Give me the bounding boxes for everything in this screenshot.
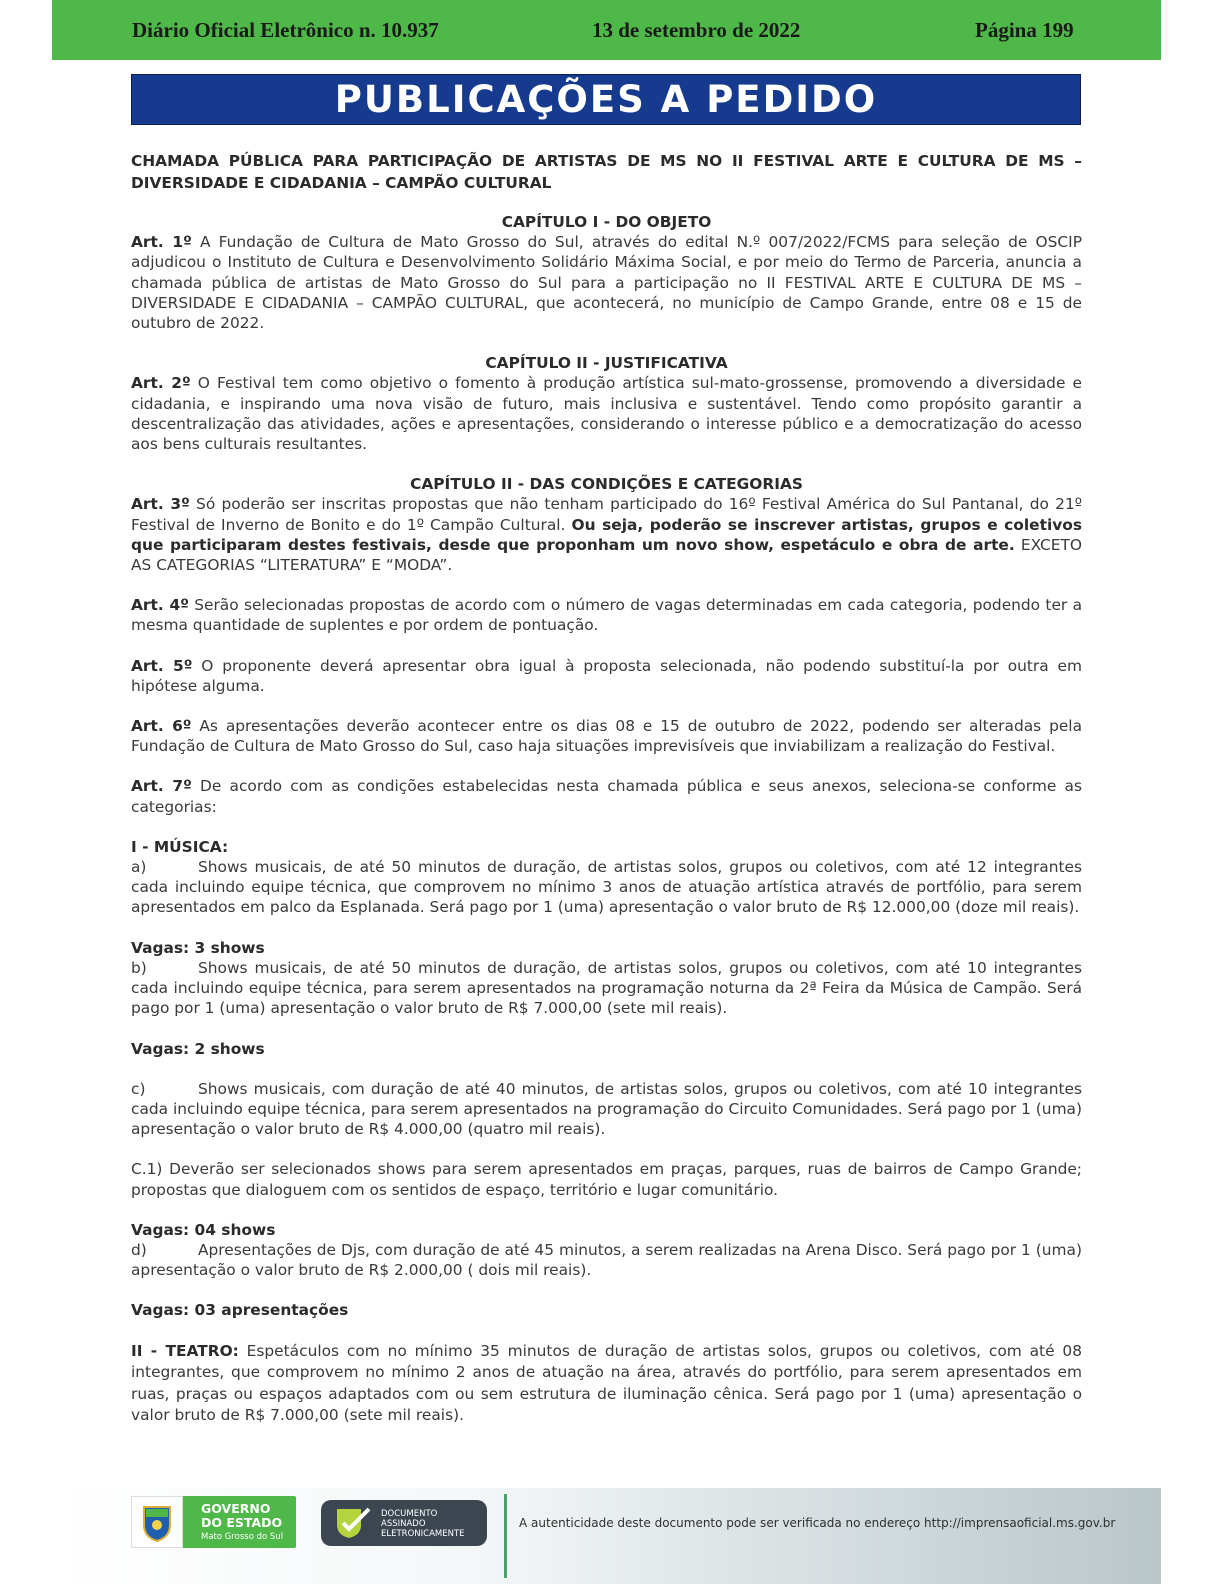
article-4: Art. 4º Serão selecionadas propostas de acordo com o número de vagas determinadas em cada categoria, podendo ter a mesma quantidade de suplentes e por ordem de pontuação. bbox=[131, 596, 1082, 635]
government-logo-text: GOVERNO DO ESTADO Mato Grosso do Sul bbox=[201, 1501, 284, 1542]
item-b: b) Shows musicais, de até 50 minutos de duração, de artistas solos, grupos ou coletivos, com até 10 integrantes cada incluindo equipe técnica, para serem apresentados na programação noturna da 2ª Feira da Música de Campão. Será pago por 1 (uma) apresentação o valor bruto de R$ 7.000,00 (sete mil reais). bbox=[131, 958, 1082, 1018]
article-6: Art. 6º As apresentações deverão acontecer entre os dias 08 e 15 de outubro de 2022, podendo ser alteradas pela Fundação de Cultura de Mato Grosso do Sul, caso haja situações imprevisíveis que inviabilizam a realização do Festival. bbox=[131, 717, 1083, 756]
vagas-a: Vagas: 3 shows bbox=[131, 938, 265, 957]
signed-document-text: DOCUMENTO ASSINADO ELETRONICAMENTE bbox=[381, 1509, 465, 1539]
section-banner: PUBLICAÇÕES A PEDIDO bbox=[131, 74, 1081, 125]
article-1: Art. 1º A Fundação de Cultura de Mato Grosso do Sul, através do edital N.º 007/2022/FCMS para seleção de OSCIP adjudicou o Instituto de Cultura e Desenvolvimento Solidário Máxima Social, e por meio do Termo de Parceria, anuncia a chamada pública de artistas de Mato Grosso do Sul para a participação no II FESTIVAL ARTE E CULTURA DE MS – DIVERSIDADE E CIDADANIA – CAMPÃO CULTURAL, que acontecerá, no município de Campo Grande, entre 08 e 15 de outubro de 2022. bbox=[131, 233, 1082, 333]
check-shield-icon bbox=[331, 1505, 375, 1541]
document-body bbox=[131, 150, 1082, 1427]
category-heading-musica: I - MÚSICA: bbox=[131, 837, 229, 856]
vagas-b: Vagas: 2 shows bbox=[131, 1039, 265, 1058]
category-teatro: II - TEATRO: Espetáculos com no mínimo 35 minutos de duração de artistas solos, grupos ou coletivos, com até 08 integrantes, que comprovem no mínimo 2 anos de atuação na área, através do portfólio, para serem apresentados em ruas, praças ou espaços adaptados com ou sem estrutura de iluminação cênica. Será pago por 1 (uma) apresentação o valor bruto de R$ 7.000,00 (sete mil reais). bbox=[131, 1341, 1082, 1425]
authenticity-note: A autenticidade deste documento pode ser verificada no endereço http://imprensaoficial.ms.gov.br bbox=[519, 1516, 1116, 1530]
page-footer bbox=[52, 1488, 1161, 1584]
page-header bbox=[52, 0, 1161, 60]
item-a: a) Shows musicais, de até 50 minutos de duração, de artistas solos, grupos ou coletivos, com até 12 integrantes cada incluindo equipe técnica, que comprovem no mínimo 3 anos de atuação artística através de portfólio, para serem apresentados em palco da Esplanada. Será pago por 1 (uma) apresentação o valor bruto de R$ 12.000,00 (doze mil reais). bbox=[131, 858, 1082, 917]
article-3: Art. 3º Só poderão ser inscritas propostas que não tenham participado do 16º Festival América do Sul Pantanal, do 21º Festival de Inverno de Bonito e do 1º Campão Cultural. Ou seja, poderão se inscrever artistas, grupos e coletivos que participaram destes festivais, desde que proponham um novo show, espetáculo e obra de arte. EXCETO AS CATEGORIAS “LITERATURA” E “MODA”. bbox=[131, 495, 1082, 575]
article-7: Art. 7º De acordo com as condições estabelecidas nesta chamada pública e seus anexos, seleciona-se conforme as categorias: bbox=[131, 777, 1082, 816]
government-logo bbox=[131, 1496, 296, 1548]
chapter-heading: CAPÍTULO II - DAS CONDIÇÕES E CATEGORIAS bbox=[410, 475, 803, 494]
journal-title: Diário Oficial Eletrônico n. 10.937 bbox=[132, 18, 439, 42]
vagas-d: Vagas: 03 apresentações bbox=[131, 1301, 349, 1320]
divider bbox=[504, 1494, 507, 1578]
signed-document-badge bbox=[321, 1500, 487, 1546]
state-crest-icon bbox=[131, 1496, 183, 1548]
item-c: c) Shows musicais, com duração de até 40 minutos, de artistas solos, grupos ou coletivos, com até 10 integrantes cada incluindo equipe técnica, para serem apresentados na programação do Circuito Comunidades. Será pago por 1 (uma) apresentação o valor bruto de R$ 4.000,00 (quatro mil reais). bbox=[131, 1079, 1082, 1139]
chapter-heading: CAPÍTULO II - JUSTIFICATIVA bbox=[485, 354, 728, 373]
document-title: CHAMADA PÚBLICA PARA PARTICIPAÇÃO DE ARTISTAS DE MS NO II FESTIVAL ARTE E CULTURA DE MS – DIVERSIDADE E CIDADANIA – CAMPÃO CULTURAL bbox=[131, 152, 1082, 192]
vagas-c: Vagas: 04 shows bbox=[131, 1220, 276, 1239]
chapter-heading: CAPÍTULO I - DO OBJETO bbox=[501, 213, 712, 231]
item-d: d) Apresentações de Djs, com duração de até 45 minutos, a serem realizadas na Arena Disco. Será pago por 1 (uma) apresentação o valor bruto de R$ 2.000,00 ( dois mil reais). bbox=[131, 1240, 1082, 1280]
article-2: Art. 2º O Festival tem como objetivo o fomento à produção artística sul-mato-grossense, promovendo a diversidade e cidadania, e inspirando uma nova visão de futuro, mais inclusiva e sustentável. Tendo como propósito garantir a descentralização das atividades, ações e apresentações, considerando o interesse público e a democratização do acesso aos bens culturais resultantes. bbox=[131, 374, 1082, 454]
page-number: Página 199 bbox=[975, 18, 1074, 42]
issue-date: 13 de setembro de 2022 bbox=[592, 18, 801, 42]
article-5: Art. 5º O proponente deverá apresentar obra igual à proposta selecionada, não podendo substituí-la por outra em hipótese alguma. bbox=[131, 656, 1082, 695]
item-c1: C.1) Deverão ser selecionados shows para serem apresentados em praças, parques, ruas de bairros de Campo Grande; propostas que dialoguem com os sentidos de espaço, território e lugar comunitário. bbox=[131, 1160, 1082, 1199]
